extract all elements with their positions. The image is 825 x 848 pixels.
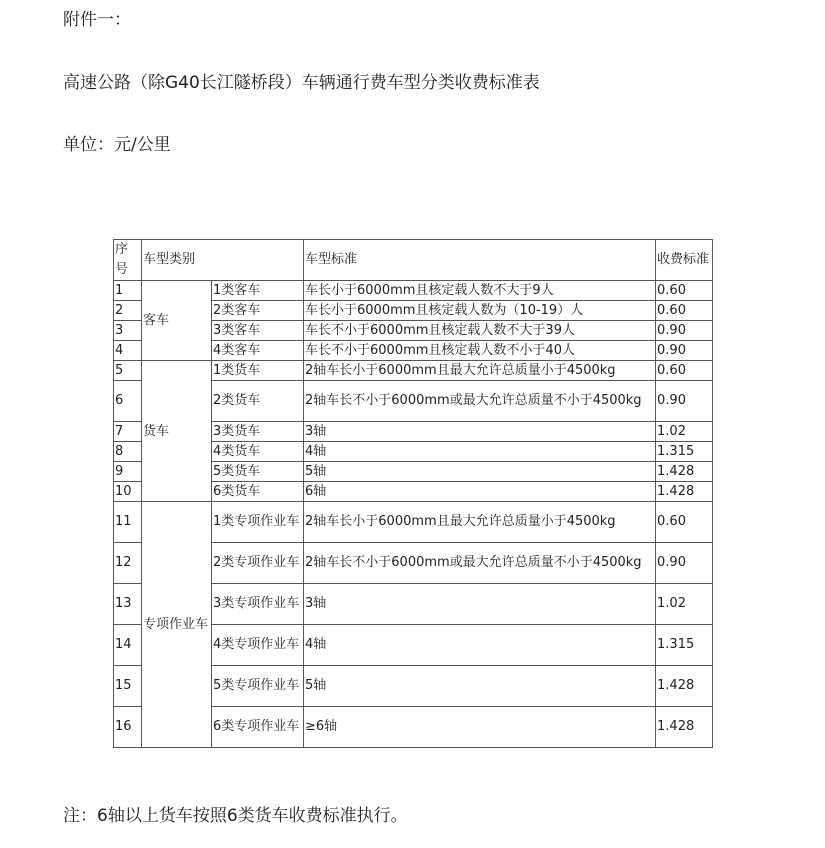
row-type: 6类专项作业车 (212, 707, 304, 748)
row-index: 11 (114, 502, 142, 543)
row-index: 15 (114, 666, 142, 707)
row-index: 14 (114, 625, 142, 666)
header-category: 车型类别 (142, 240, 304, 281)
row-fee: 0.60 (656, 281, 713, 301)
document-title: 高速公路（除G40长江隧桥段）车辆通行费车型分类收费标准表 (63, 73, 540, 93)
row-index: 3 (114, 321, 142, 341)
row-standard: 车长不小于6000mm且核定载人数不小于40人 (304, 341, 656, 361)
row-type: 1类货车 (212, 361, 304, 381)
header-fee: 收费标准 (656, 240, 713, 281)
table-row (114, 281, 713, 301)
row-index: 8 (114, 442, 142, 462)
row-fee: 1.02 (656, 584, 713, 625)
row-standard: 2轴车长小于6000mm且最大允许总质量小于4500kg (304, 361, 656, 381)
row-type: 4类货车 (212, 442, 304, 462)
row-fee: 1.02 (656, 422, 713, 442)
row-fee: 1.428 (656, 666, 713, 707)
row-fee: 0.90 (656, 381, 713, 422)
footnote: 注：6轴以上货车按照6类货车收费标准执行。 (63, 806, 408, 826)
row-index: 7 (114, 422, 142, 442)
header-index: 序号 (114, 240, 142, 281)
row-type: 2类货车 (212, 381, 304, 422)
row-type: 1类客车 (212, 281, 304, 301)
category-special-operation: 专项作业车 (142, 502, 212, 748)
row-standard: 车长小于6000mm且核定载人数不大于9人 (304, 281, 656, 301)
row-fee: 0.60 (656, 361, 713, 381)
unit-label: 单位：元/公里 (63, 135, 171, 155)
row-type: 3类货车 (212, 422, 304, 442)
table-row (114, 361, 713, 381)
row-standard: 4轴 (304, 625, 656, 666)
row-index: 9 (114, 462, 142, 482)
row-fee: 0.60 (656, 301, 713, 321)
row-fee: 0.60 (656, 502, 713, 543)
row-standard: 3轴 (304, 422, 656, 442)
row-index: 13 (114, 584, 142, 625)
row-type: 2类专项作业车 (212, 543, 304, 584)
row-type: 2类客车 (212, 301, 304, 321)
attachment-label: 附件一： (63, 10, 131, 30)
row-fee: 0.90 (656, 543, 713, 584)
row-index: 5 (114, 361, 142, 381)
row-standard: 2轴车长小于6000mm且最大允许总质量小于4500kg (304, 502, 656, 543)
header-standard: 车型标准 (304, 240, 656, 281)
row-type: 3类专项作业车 (212, 584, 304, 625)
category-passenger: 客车 (142, 281, 212, 361)
row-fee: 1.428 (656, 707, 713, 748)
row-standard: 2轴车长不小于6000mm或最大允许总质量不小于4500kg (304, 381, 656, 422)
row-type: 5类专项作业车 (212, 666, 304, 707)
row-type: 6类货车 (212, 482, 304, 502)
row-standard: 4轴 (304, 442, 656, 462)
row-type: 1类专项作业车 (212, 502, 304, 543)
row-type: 3类客车 (212, 321, 304, 341)
row-standard: 2轴车长不小于6000mm或最大允许总质量不小于4500kg (304, 543, 656, 584)
row-fee: 1.428 (656, 462, 713, 482)
row-index: 12 (114, 543, 142, 584)
row-type: 5类货车 (212, 462, 304, 482)
row-standard: ≥6轴 (304, 707, 656, 748)
row-type: 4类客车 (212, 341, 304, 361)
row-standard: 3轴 (304, 584, 656, 625)
row-fee: 1.428 (656, 482, 713, 502)
row-index: 2 (114, 301, 142, 321)
row-standard: 5轴 (304, 462, 656, 482)
row-fee: 1.315 (656, 625, 713, 666)
table-header-row (114, 240, 713, 281)
row-index: 10 (114, 482, 142, 502)
fee-standard-table (113, 239, 713, 748)
row-fee: 1.315 (656, 442, 713, 462)
row-index: 4 (114, 341, 142, 361)
table-row (114, 502, 713, 543)
category-truck: 货车 (142, 361, 212, 502)
row-fee: 0.90 (656, 321, 713, 341)
row-index: 1 (114, 281, 142, 301)
row-index: 16 (114, 707, 142, 748)
row-index: 6 (114, 381, 142, 422)
row-fee: 0.90 (656, 341, 713, 361)
row-standard: 车长不小于6000mm且核定载人数不大于39人 (304, 321, 656, 341)
row-standard: 6轴 (304, 482, 656, 502)
row-standard: 车长小于6000mm且核定载人数为（10-19）人 (304, 301, 656, 321)
row-standard: 5轴 (304, 666, 656, 707)
row-type: 4类专项作业车 (212, 625, 304, 666)
